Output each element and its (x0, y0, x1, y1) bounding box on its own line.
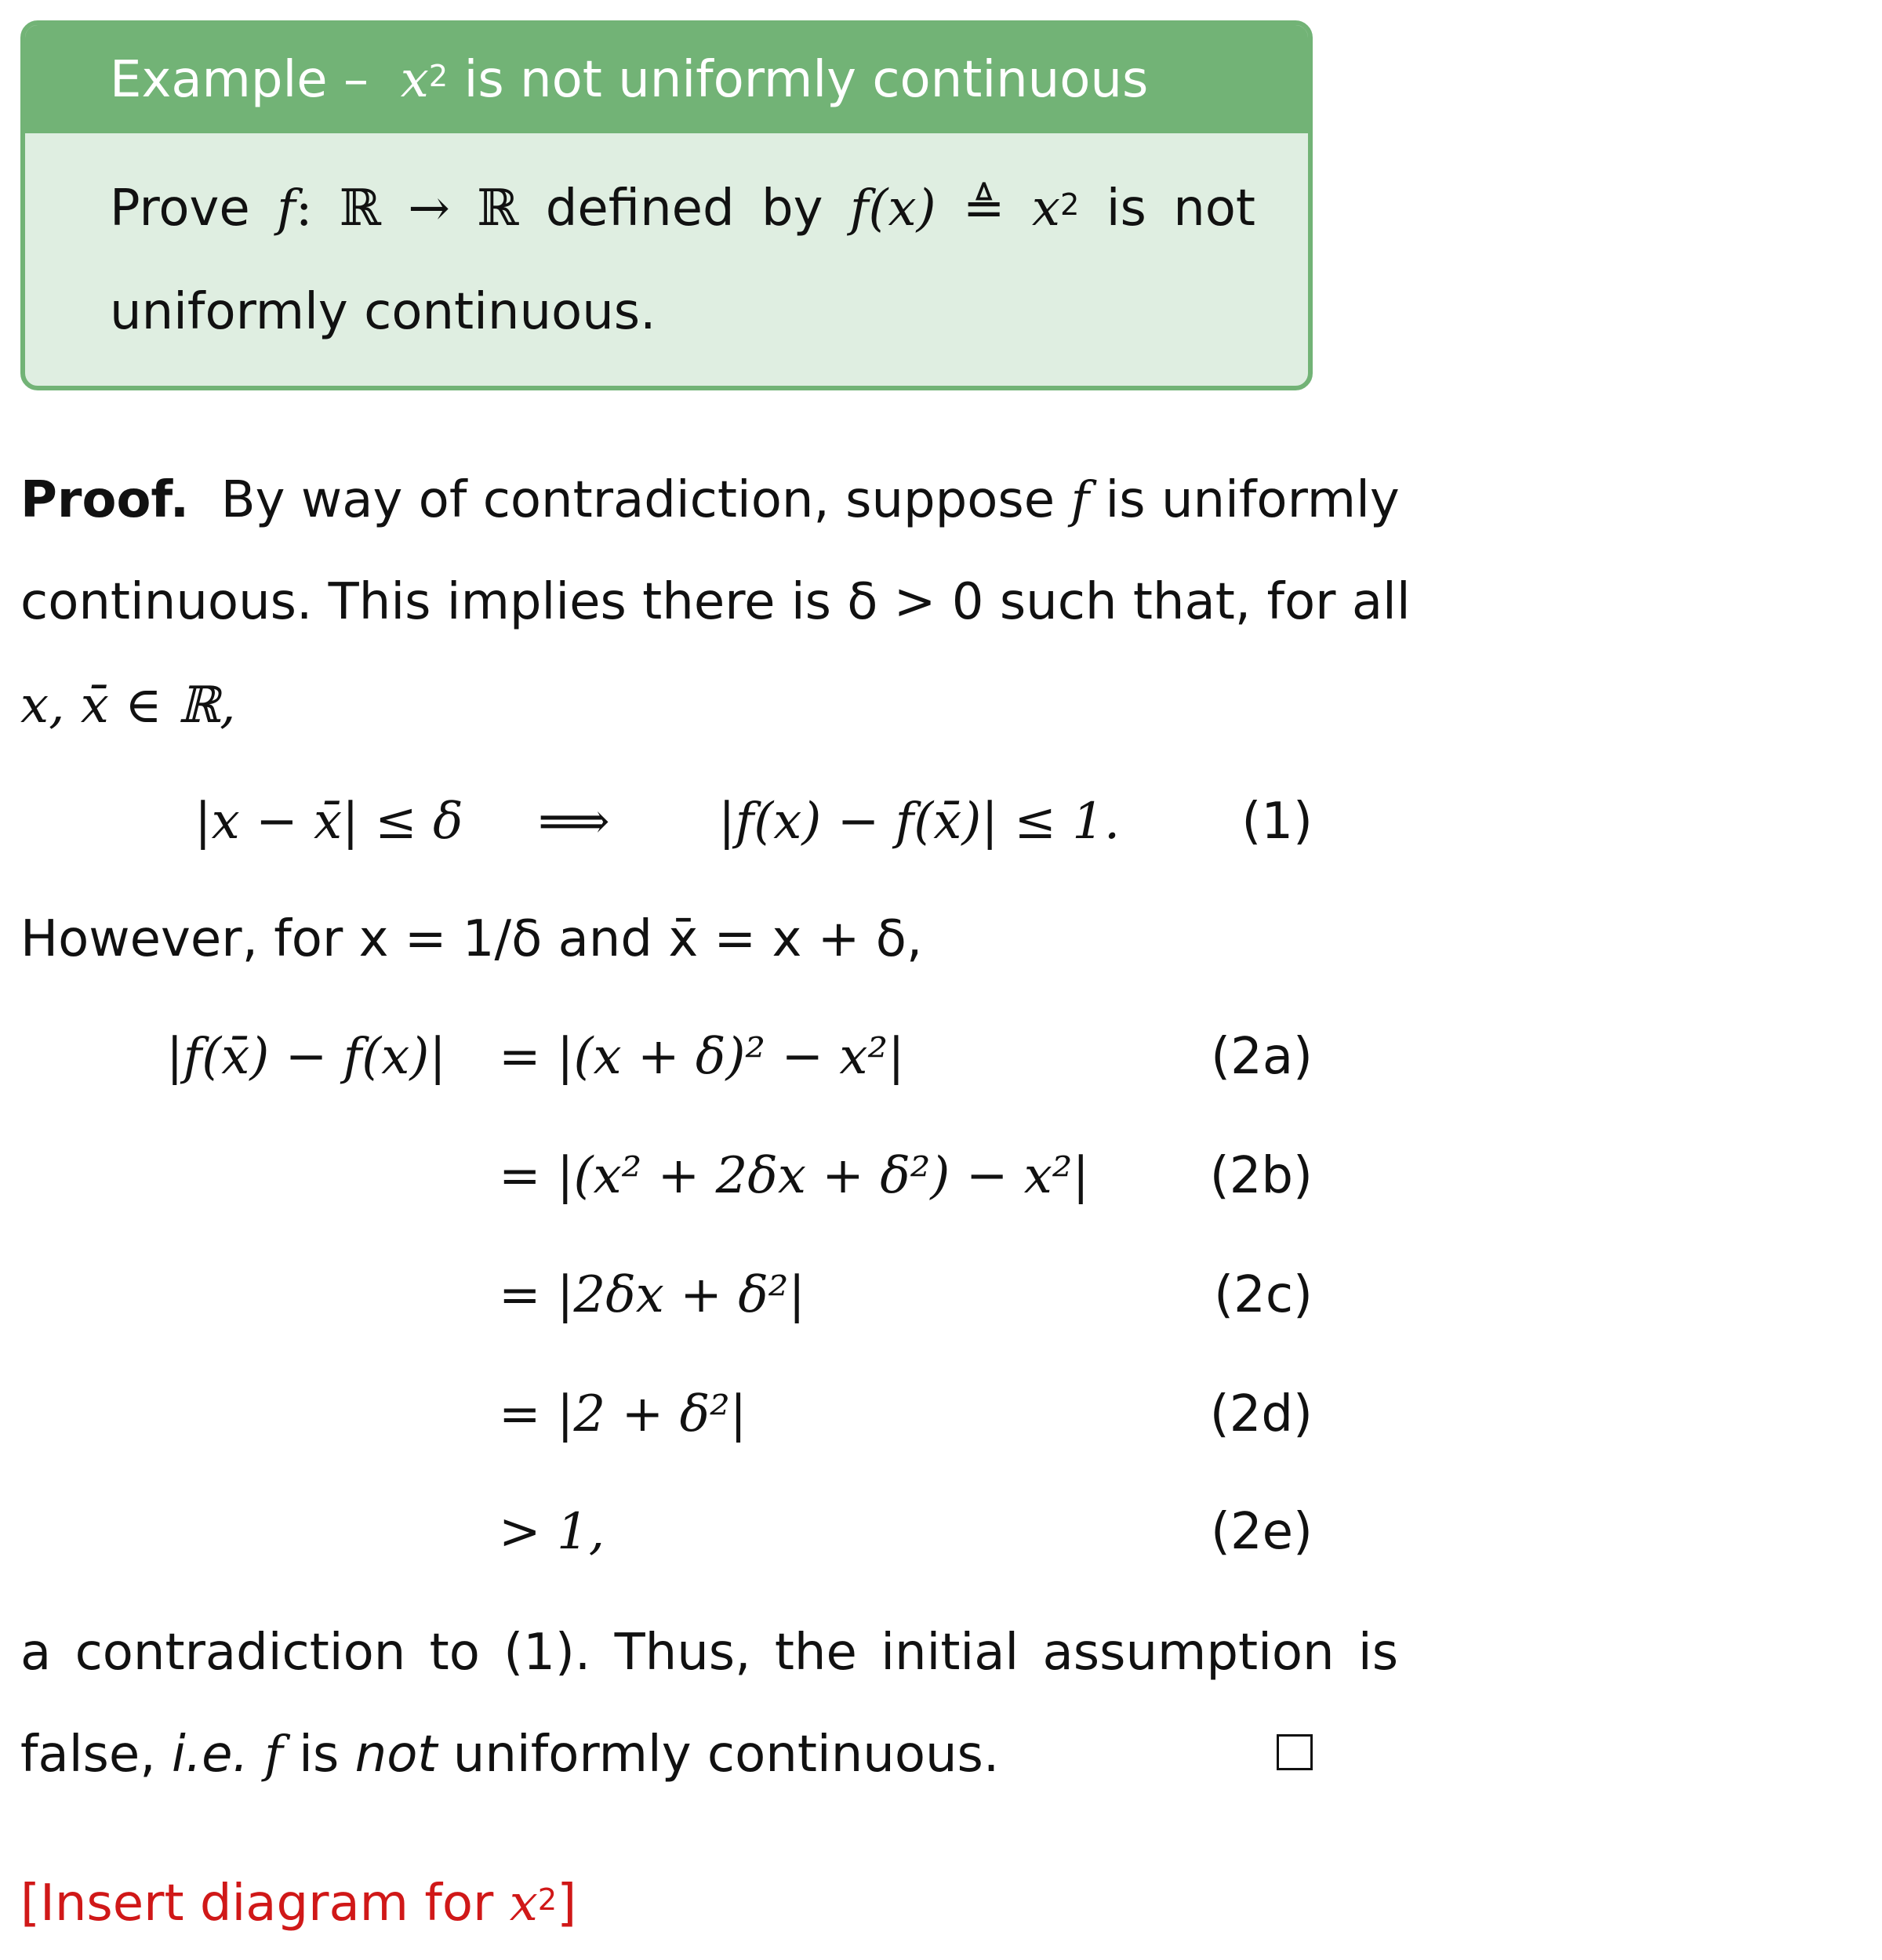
todo-note (20, 1875, 577, 1933)
prove-word: Prove (110, 180, 250, 238)
example-title-prefix: Example – (110, 51, 369, 109)
example-body-line2: uniformly continuous. (110, 283, 656, 341)
however-line: However, for x = 1/δ and x̄ = x + δ, (20, 910, 923, 968)
eq1-implies: ⟹ (538, 793, 610, 851)
proof-line1 (20, 471, 1400, 529)
eq2e-number: (2e) (1210, 1503, 1313, 1561)
eq1-number: (1) (1241, 793, 1313, 851)
todo-text: [Insert diagram for (20, 1875, 494, 1933)
eq2a-rhs: = |(x + δ)² − x²| (499, 1028, 905, 1086)
x-symbol: x (1031, 180, 1060, 238)
eq2c-rhs: = |2δx + δ²| (499, 1266, 805, 1324)
eq2-lhs: |f(x̄) − f(x)| (166, 1028, 446, 1086)
conclusion-line2 (20, 1726, 1000, 1784)
eq1-lhs: |x − x̄| ≤ δ (194, 793, 463, 851)
conclusion-line1: a contradiction to (1). Thus, the initial assumption is (20, 1624, 1399, 1682)
concl-is: is (299, 1726, 340, 1784)
concl-not: not (354, 1726, 438, 1784)
f-symbol: f (277, 180, 296, 238)
qed-box-icon (1277, 1734, 1313, 1770)
example-title-math: x (400, 51, 429, 109)
eq2d-number: (2d) (1209, 1385, 1313, 1443)
todo-close: ] (557, 1875, 577, 1933)
example-box (20, 20, 1313, 390)
eq2a-number: (2a) (1211, 1028, 1313, 1086)
map-symbols: : ℝ → ℝ (295, 180, 519, 238)
proof-line1-text: By way of contradiction, suppose (220, 471, 1055, 529)
example-title-exp: 2 (428, 58, 449, 94)
example-body-line1 (110, 180, 1255, 238)
proof-line3: x, x̄ ∈ ℝ, (20, 677, 236, 735)
eq2d-rhs: = |2 + δ²| (499, 1385, 747, 1443)
example-header (25, 25, 1308, 133)
proof-line2: continuous. This implies there is δ > 0 such that, for all (20, 573, 1411, 631)
eq2c-number: (2c) (1214, 1266, 1313, 1324)
concl-end: uniformly continuous. (452, 1726, 1000, 1784)
eq2b-rhs: = |(x² + 2δx + δ²) − x²| (499, 1147, 1089, 1205)
is-not: is not (1106, 180, 1255, 238)
todo-x: x (509, 1875, 538, 1933)
eq1-rhs: |f(x) − f(x̄)| ≤ 1. (718, 793, 1121, 851)
eq2b-number: (2b) (1209, 1147, 1313, 1205)
defeq-symbol: ≜ (962, 180, 1005, 238)
proof-f: f (1070, 471, 1090, 529)
fx-symbol: f(x) (849, 180, 936, 238)
concl-ie: i.e. (171, 1726, 249, 1784)
concl-f: f (264, 1726, 283, 1784)
defined-by: defined by (545, 180, 823, 238)
proof-label: Proof. (20, 471, 190, 529)
eq2e-rhs: > 1, (499, 1503, 605, 1561)
concl-false: false, (20, 1726, 156, 1784)
example-title (110, 51, 1149, 109)
x-exp: 2 (1059, 187, 1080, 223)
example-title-suffix: is not uniformly continuous (463, 51, 1149, 109)
todo-exp: 2 (537, 1882, 558, 1918)
proof-line1-end: is uniformly (1105, 471, 1400, 529)
